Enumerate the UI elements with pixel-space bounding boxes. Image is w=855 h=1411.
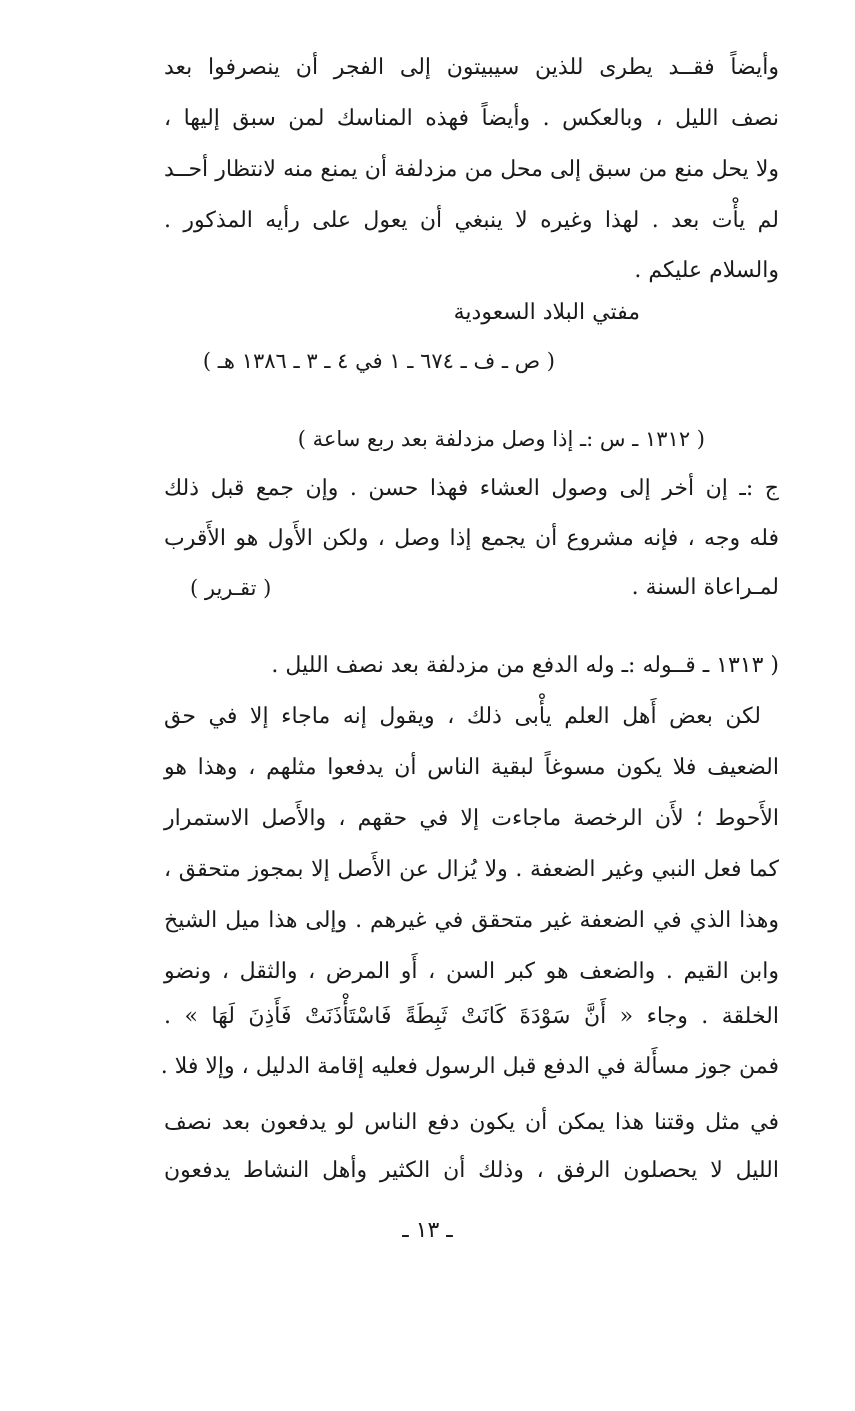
text-line: ولا يحل منع من سبق إلى محل من مزدلفة أن يمنع منه لانتظار أحــد (164, 157, 779, 182)
fatwa-heading: ( ١٣١٢ ـ س :ـ إذا وصل مزدلفة بعد ربع ساعة ) (297, 427, 705, 451)
text-line: الضعيف فلا يكون مسوغاً لبقية الناس أن يدفعوا مثلهم ، وهذا هو (164, 755, 779, 780)
text-line: ج :ـ إن أخر إلى وصول العشاء فهذا حسن . وإن جمع قبل ذلك (164, 476, 779, 501)
text-line: لكن بعض أَهل العلم يأْبى ذلك ، ويقول إنه ماجاء إلا في حق (164, 704, 761, 729)
hadith-quote: أَنَّ سَوْدَةَ كَانَتْ ثَبِطَةً فَاسْتَأْذَنَتْ فَأَذِنَ لَهَا (211, 1004, 607, 1029)
text-line: كما فعل النبي وغير الضعفة . ولا يُزال عن الأَصل إلا بمجوز متحقق ، (164, 857, 779, 882)
text-line: لمـراعاة السنة . (631, 575, 779, 600)
quote-prefix: الخلقة . وجاء « (619, 1004, 779, 1029)
text-line: وهذا الذي في الضعفة غير متحقق في غيرهم . وإلى هذا ميل الشيخ (164, 908, 779, 933)
page-number: ـ ١٣ ـ (402, 1218, 453, 1243)
fatwa-heading: ( ١٣١٣ ـ قــوله :ـ وله الدفع من مزدلفة بعد نصف الليل . (271, 653, 779, 678)
quote-suffix: » . (164, 1004, 198, 1029)
text-line: الأَحوط ؛ لأَن الرخصة ماجاءت إلا في حقهم ، والأَصل الاستمرار (164, 806, 779, 831)
text-line: والسلام عليكم . (634, 258, 779, 283)
text-line: فمن جوز مسأَلة في الدفع قبل الرسول فعليه إقامة الدليل ، وإلا فلا . (160, 1054, 779, 1079)
text-line: في مثل وقتنا هذا يمكن أن يكون دفع الناس لو يدفعون بعد نصف (164, 1110, 779, 1135)
text-line: الليل لا يحصلون الرفق ، وذلك أن الكثير وأهل النشاط يدفعون (164, 1158, 779, 1183)
quote-line (164, 1002, 779, 1032)
text-line: وأيضاً فقــد يطرى للذين سيبيتون إلى الفجر أن ينصرفوا بعد (164, 55, 779, 80)
signature: مفتي البلاد السعودية (453, 300, 640, 325)
text-line: فله وجه ، فإنه مشروع أن يجمع إذا وصل ، ولكن الأَول هو الأَقرب (164, 526, 779, 551)
text-line: نصف الليل ، وبالعكس . وأيضاً فهذه المناسك لمن سبق إليها ، (164, 106, 779, 131)
reference-number: ( ص ـ ف ـ ٦٧٤ ـ ١ في ٤ ـ ٣ ـ ١٣٨٦ هـ ) (202, 349, 555, 373)
text-line: لم يأْت بعد . لهذا وغيره لا ينبغي أن يعول على رأيه المذكور . (164, 208, 779, 233)
text-line: وابن القيم . والضعف هو كبر السن ، أَو المرض ، والثقل ، ونضو (164, 959, 779, 984)
source-label: ( تقـرير ) (190, 576, 272, 600)
